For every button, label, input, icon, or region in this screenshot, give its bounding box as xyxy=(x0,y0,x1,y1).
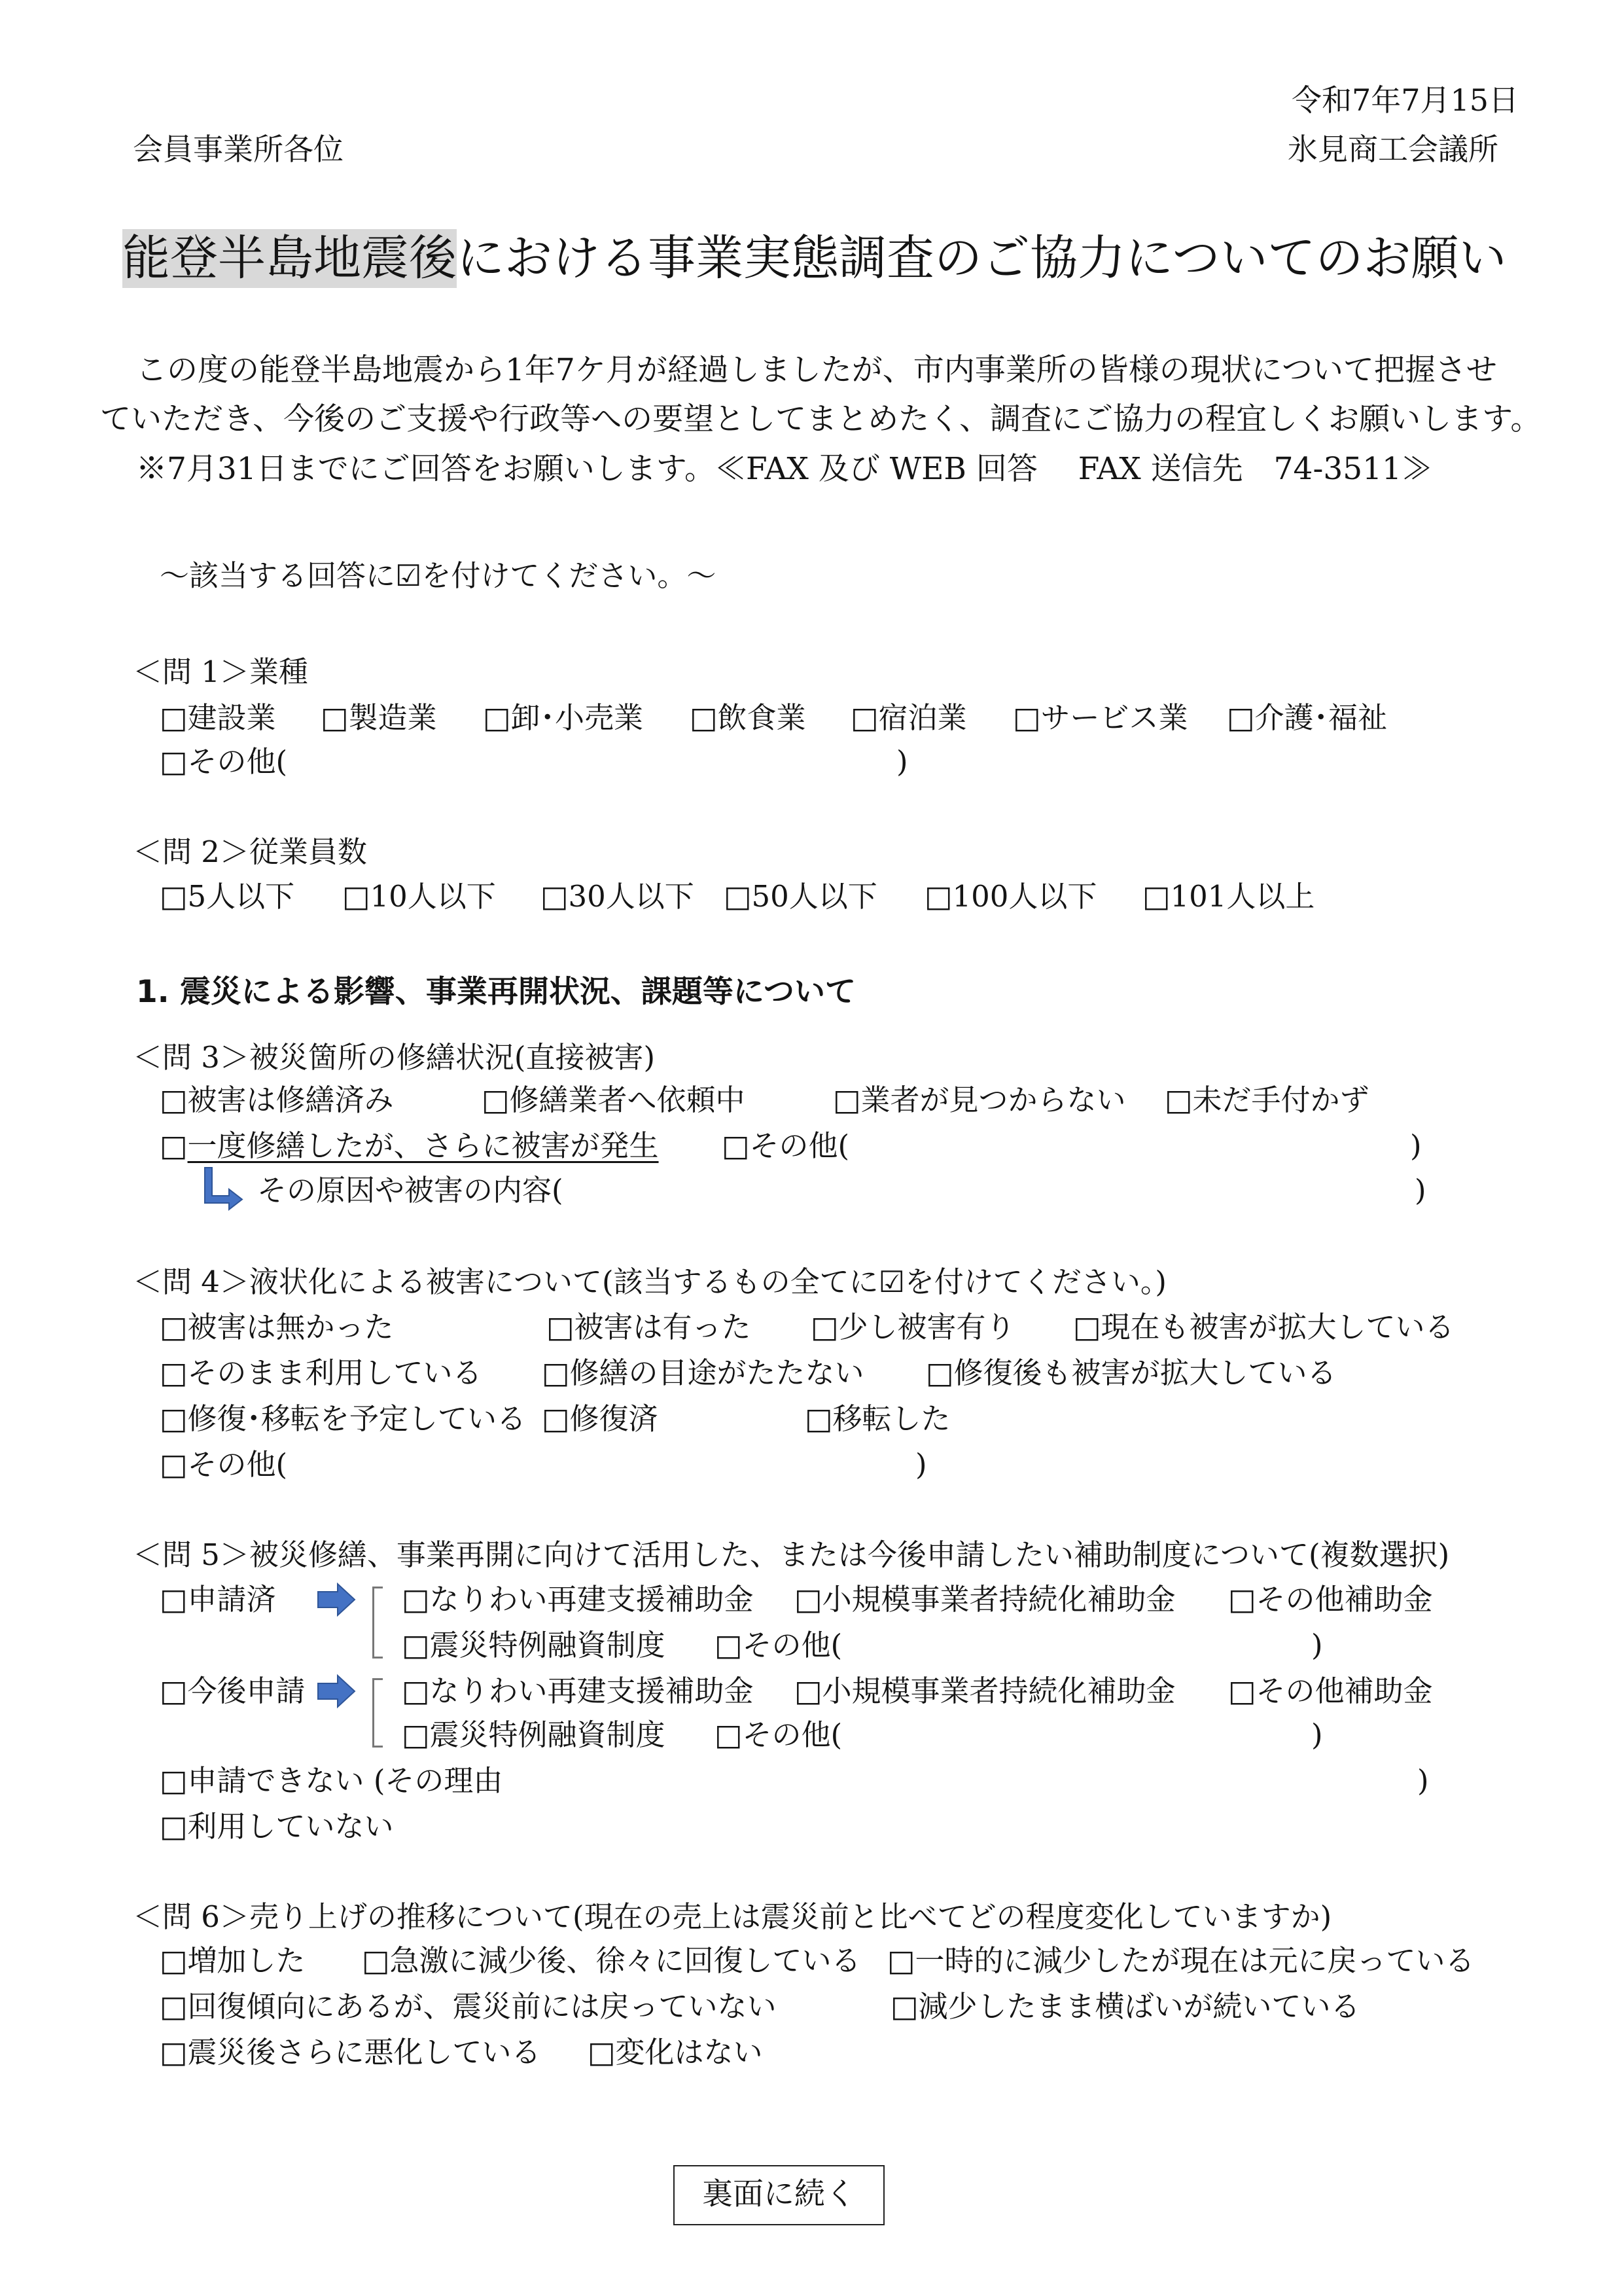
q3-label: ＜問 3＞被災箇所の修繕状況(直接被害) xyxy=(133,1040,656,1075)
q6-option-flat-after-drop[interactable]: □減少したまま横ばいが続いている xyxy=(891,1989,1360,2024)
intro-line-1: この度の能登半島地震から1年7ケ月が経過しましたが、市内事業所の皆様の現状について把握させ xyxy=(136,352,1497,388)
q4-option-repaired[interactable]: □修復済 xyxy=(542,1401,658,1436)
q3-option-other[interactable]: □その他( xyxy=(722,1128,850,1163)
intro-line-2: ていただき、今後のご支援や行政等への要望としてまとめたく、調査にご協力の程宜しくお願いします。 xyxy=(100,401,1542,437)
q4-label: ＜問 4＞液状化による被害について(該当するもの全てに☑を付けてください。) xyxy=(133,1265,1167,1299)
q6-option-recovering-not-yet[interactable]: □回復傾向にあるが、震災前には戻っていない xyxy=(160,1989,777,2024)
title-text: における事業実態調査のご協力についてのお願い xyxy=(457,230,1507,286)
right-arrow-icon xyxy=(317,1674,356,1708)
q3-other-close-paren: ) xyxy=(1410,1128,1422,1163)
q5-future-other-close-paren: ) xyxy=(1311,1717,1323,1752)
q4-option-repair-relocation-planned[interactable]: □修復･移転を予定している xyxy=(160,1401,527,1436)
q5-future-other[interactable]: □その他( xyxy=(715,1717,843,1752)
q1-option-construction[interactable]: □建設業 xyxy=(160,700,276,735)
q1-option-lodging[interactable]: □宿泊業 xyxy=(851,700,967,735)
q6-option-worsened[interactable]: □震災後さらに悪化している xyxy=(160,2035,541,2070)
q3-cause-label: その原因や被害の内容( xyxy=(257,1173,563,1208)
q4-option-minor-damage[interactable]: □少し被害有り xyxy=(811,1310,1015,1344)
q6-option-temporary-drop-recovered[interactable]: □一時的に減少したが現在は元に戻っている xyxy=(887,1943,1475,1978)
q3-option-damaged-again[interactable] xyxy=(160,1130,659,1162)
q3-cause-close-paren: ) xyxy=(1415,1173,1426,1208)
q5-applied-other-close-paren: ) xyxy=(1311,1628,1323,1662)
q5-applied-disaster-loan[interactable]: □震災特例融資制度 xyxy=(402,1628,665,1662)
intro-line-3-deadline-fax: ※7月31日までにご回答をお願いします。≪FAX 及び WEB 回答 FAX 送信先 74-3511≫ xyxy=(136,451,1432,487)
title-highlighted-text: 能登半島地震後 xyxy=(122,229,457,288)
q4-option-no-damage[interactable]: □被害は無かった xyxy=(160,1310,394,1344)
sender-organization: 氷見商工会議所 xyxy=(1288,132,1498,167)
q1-option-nursing-welfare[interactable]: □介護･福祉 xyxy=(1227,700,1388,735)
q1-label: ＜問 1＞業種 xyxy=(133,655,308,689)
q2-option-50-or-less[interactable]: □50人以下 xyxy=(724,879,877,914)
q4-option-damage-expanding-after-repair[interactable]: □修復後も被害が拡大している xyxy=(926,1355,1337,1390)
q2-option-10-or-less[interactable]: □10人以下 xyxy=(342,879,496,914)
bent-arrow-icon xyxy=(198,1166,244,1212)
q2-option-30-or-less[interactable]: □30人以下 xyxy=(540,879,694,914)
q4-option-damaged[interactable]: □被害は有った xyxy=(546,1310,751,1344)
q3-option-damaged-again-label: 一度修繕したが、さらに被害が発生 xyxy=(187,1128,659,1163)
q4-option-other[interactable]: □その他( xyxy=(160,1447,288,1482)
continued-on-back-box xyxy=(673,2165,885,2225)
group-bracket xyxy=(372,1678,383,1748)
document-date: 令和7年7月15日 xyxy=(1292,82,1519,118)
q3-option-no-contractor-found[interactable]: □業者が見つからない xyxy=(833,1083,1126,1117)
q4-other-close-paren: ) xyxy=(915,1447,927,1482)
document-title xyxy=(122,229,1507,288)
q1-option-manufacturing[interactable]: □製造業 xyxy=(321,700,437,735)
q4-option-using-as-is[interactable]: □そのまま利用している xyxy=(160,1355,482,1390)
q2-option-101-or-more[interactable]: □101人以上 xyxy=(1142,879,1315,914)
q1-option-other[interactable]: □その他( xyxy=(160,744,288,779)
continued-on-back-text: 裏面に続く xyxy=(702,2176,856,2212)
q5-label: ＜問 5＞被災修繕、事業再開に向けて活用した、または今後申請したい補助制度について(複数選択) xyxy=(133,1537,1450,1572)
q5-future-other-subsidy[interactable]: □その他補助金 xyxy=(1228,1674,1433,1708)
q4-option-damage-expanding[interactable]: □現在も被害が拡大している xyxy=(1073,1310,1455,1344)
q5-future-disaster-loan[interactable]: □震災特例融資制度 xyxy=(402,1717,665,1752)
q1-option-wholesale-retail[interactable]: □卸･小売業 xyxy=(483,700,644,735)
q5-applied-small-business-subsidy[interactable]: □小規模事業者持続化補助金 xyxy=(794,1582,1176,1617)
group-bracket xyxy=(372,1587,383,1659)
q5-option-cannot-apply[interactable]: □申請できない (その理由 xyxy=(160,1763,503,1798)
q5-option-will-apply[interactable]: □今後申請 xyxy=(160,1674,306,1708)
recipient-line: 会員事業所各位 xyxy=(133,132,344,167)
q6-option-sharp-drop-recovering[interactable]: □急激に減少後、徐々に回復している xyxy=(362,1943,861,1978)
q5-option-applied[interactable]: □申請済 xyxy=(160,1582,276,1617)
q3-option-not-started[interactable]: □未だ手付かず xyxy=(1165,1083,1369,1117)
q6-option-no-change[interactable]: □変化はない xyxy=(588,2035,763,2070)
answer-instruction: ～該当する回答に☑を付けてください。～ xyxy=(160,558,716,593)
q5-applied-other-subsidy[interactable]: □その他補助金 xyxy=(1228,1582,1433,1617)
q5-future-nariwai-subsidy[interactable]: □なりわい再建支援補助金 xyxy=(402,1674,754,1708)
q3-option-contractor-requested[interactable]: □修繕業者へ依頼中 xyxy=(482,1083,745,1117)
q6-label: ＜問 6＞売り上げの推移について(現在の売上は震災前と比べてどの程度変化していますか) xyxy=(133,1899,1332,1934)
q4-option-relocated[interactable]: □移転した xyxy=(805,1401,951,1436)
q1-option-restaurant[interactable]: □飲食業 xyxy=(690,700,806,735)
right-arrow-icon xyxy=(317,1583,356,1617)
checkbox-mark[interactable]: □ xyxy=(160,1128,188,1163)
q5-option-not-used[interactable]: □利用していない xyxy=(160,1809,394,1844)
q5-cannot-apply-close-paren: ) xyxy=(1417,1763,1429,1798)
q1-option-services[interactable]: □サービス業 xyxy=(1013,700,1188,735)
q6-option-increased[interactable]: □増加した xyxy=(160,1943,306,1978)
q2-option-100-or-less[interactable]: □100人以下 xyxy=(925,879,1097,914)
q4-option-repair-unplanned[interactable]: □修繕の目途がたたない xyxy=(542,1355,864,1390)
section-1-heading: 1. 震災による影響、事業再開状況、課題等について xyxy=(136,974,856,1010)
q5-future-small-business-subsidy[interactable]: □小規模事業者持続化補助金 xyxy=(794,1674,1176,1708)
q1-other-close-paren: ) xyxy=(896,744,908,779)
q2-option-5-or-less[interactable]: □5人以下 xyxy=(160,879,295,914)
q3-option-repaired[interactable]: □被害は修繕済み xyxy=(160,1083,394,1117)
q5-applied-other[interactable]: □その他( xyxy=(715,1628,843,1662)
q2-label: ＜問 2＞従業員数 xyxy=(133,834,367,869)
q5-applied-nariwai-subsidy[interactable]: □なりわい再建支援補助金 xyxy=(402,1582,754,1617)
